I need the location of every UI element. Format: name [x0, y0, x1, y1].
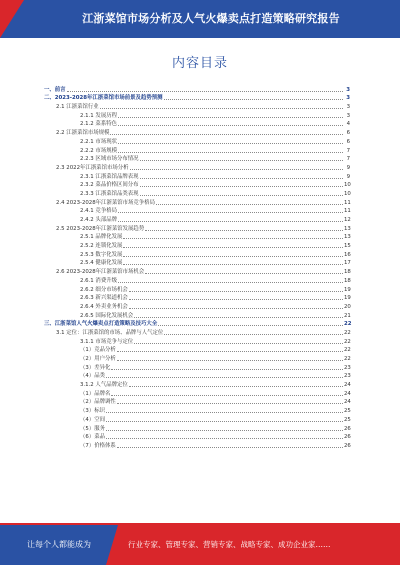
toc-entry-page: 7 — [346, 147, 350, 154]
toc-entry-page: 24 — [344, 382, 351, 389]
toc-entry-page: 22 — [344, 321, 352, 328]
toc-leader-dots — [129, 291, 343, 292]
toc-leader-dots — [145, 273, 343, 274]
toc-entry-label: 2.6.4 外卖业务机会 — [80, 303, 128, 310]
toc-entry-page: 10 — [344, 190, 351, 197]
toc-entry-page: 16 — [344, 251, 351, 258]
toc-entry-label: 一、前言 — [44, 86, 66, 93]
toc-leader-dots — [129, 299, 343, 300]
toc-entry[interactable] — [44, 223, 350, 232]
toc-entry-label: 三、江浙菜馆人气火爆卖点打造策略及技巧大全 — [44, 321, 158, 328]
toc-entry[interactable] — [44, 275, 350, 284]
toc-entry[interactable] — [44, 145, 350, 154]
toc-entry-page: 3 — [346, 86, 350, 93]
toc-entry[interactable] — [44, 336, 350, 345]
toc-leader-dots — [123, 264, 343, 265]
toc-entry[interactable] — [44, 197, 350, 206]
toc-entry-label: 2.1 江浙菜馆行业 — [56, 104, 99, 111]
toc-leader-dots — [140, 160, 343, 161]
toc-entry-page: 25 — [344, 408, 351, 415]
toc-leader-dots — [117, 351, 343, 352]
toc-entry[interactable] — [44, 188, 350, 197]
toc-leader-dots — [100, 108, 343, 109]
toc-entry-label: 2.6.5 国际化发展机会 — [80, 312, 134, 319]
toc-entry[interactable] — [44, 362, 350, 371]
toc-entry-page: 22 — [344, 329, 351, 336]
toc-entry-label: 3.1 定位：江浙菜馆的市场、品牌与人气定位 — [56, 329, 164, 336]
toc-leader-dots — [140, 186, 343, 187]
toc-entry-page: 3 — [346, 95, 350, 102]
toc-leader-dots — [106, 438, 343, 439]
toc-entry-label: （3）标识 — [80, 408, 105, 415]
toc-entry-page: 12 — [344, 217, 351, 223]
toc-entry-label: 2.3 2022年江浙菜馆市场分析 — [56, 164, 129, 171]
toc-heading: 内容目录 — [171, 56, 228, 71]
toc-entry[interactable] — [44, 110, 350, 119]
toc-leader-dots — [134, 317, 343, 318]
toc-entry-page: 6 — [346, 138, 350, 145]
toc-entry[interactable] — [44, 301, 350, 310]
toc-leader-dots — [164, 99, 344, 100]
footer-slogan-right: 行业专家、管理专家、营销专家、战略专家、成功企业家…… — [128, 540, 331, 549]
toc-leader-dots — [118, 282, 343, 283]
toc-entry-page: 13 — [344, 225, 351, 232]
footer-slogan-left: 让每个人都能成为 — [27, 540, 91, 549]
toc-leader-dots — [123, 247, 343, 248]
toc-entry-page: 25 — [344, 416, 351, 423]
toc-entry-label: 2.6 2023-2028年江浙菜馆市场机会 — [56, 269, 145, 276]
toc-entry[interactable] — [44, 258, 350, 267]
toc-entry[interactable] — [44, 232, 350, 241]
toc-entry-label: 2.5.1 品牌化发展 — [80, 234, 123, 241]
toc-leader-dots — [118, 212, 343, 213]
toc-entry-label: 2.4.2 头部品牌 — [80, 217, 117, 223]
toc-leader-dots — [164, 334, 343, 335]
toc-entry-page: 3 — [346, 112, 350, 119]
toc-entry[interactable] — [44, 405, 350, 414]
toc-entry[interactable] — [44, 84, 350, 93]
toc-entry[interactable] — [44, 319, 350, 328]
toc-entry[interactable] — [44, 171, 350, 180]
toc-entry[interactable] — [44, 440, 350, 449]
header-accent-triangle — [0, 0, 24, 38]
toc-entry-page: 4 — [346, 121, 350, 128]
toc-entry[interactable] — [44, 249, 350, 258]
toc-leader-dots — [118, 221, 343, 222]
toc-entry[interactable] — [44, 414, 350, 423]
toc-leader-dots — [130, 169, 343, 170]
toc-entry[interactable] — [44, 284, 350, 293]
toc-entry-label: （2）用户分析 — [80, 356, 116, 362]
toc-leader-dots — [118, 125, 343, 126]
toc-entry[interactable] — [44, 379, 350, 388]
toc-entry-label: 2.3.1 江浙菜馆品牌表现 — [80, 173, 139, 180]
toc-entry-page: 10 — [344, 182, 351, 189]
toc-entry-page: 24 — [344, 399, 351, 406]
toc-entry-label: 2.6.2 细分市场机会 — [80, 286, 128, 293]
toc-entry-label: 2.6.1 消费升级 — [80, 277, 117, 284]
toc-entry[interactable] — [44, 266, 350, 275]
toc-entry-page: 26 — [344, 425, 351, 432]
toc-leader-dots — [106, 377, 343, 378]
toc-entry-label: （4）品类 — [80, 373, 105, 380]
toc-entry-page: 26 — [344, 442, 351, 449]
toc-entry-label: 2.5.4 健康化发展 — [80, 260, 123, 267]
toc-leader-dots — [123, 238, 343, 239]
toc-leader-dots — [106, 421, 343, 422]
toc-entry-label: 2.6.3 新兴渠道机会 — [80, 295, 128, 302]
toc-entry[interactable] — [44, 371, 350, 380]
toc-entry[interactable] — [44, 101, 350, 110]
toc-entry-page: 15 — [344, 243, 351, 250]
toc-leader-dots — [145, 230, 343, 231]
toc-entry-label: （1）竞品分析 — [80, 347, 116, 354]
toc-entry-page: 22 — [344, 338, 351, 345]
toc-entry-label: 2.1.1 发展历程 — [80, 112, 117, 119]
toc-leader-dots — [117, 403, 343, 404]
toc-entry-label: 3.1.2 人气品牌定位 — [80, 382, 128, 389]
toc-entry[interactable] — [44, 345, 350, 354]
toc-leader-dots — [118, 143, 343, 144]
toc-leader-dots — [117, 447, 343, 448]
toc-entry[interactable] — [44, 310, 350, 319]
toc-entry-page: 9 — [346, 173, 350, 180]
toc-entry[interactable] — [44, 293, 350, 302]
toc-leader-dots — [110, 134, 343, 135]
toc-entry[interactable] — [44, 180, 350, 189]
toc-entry-page: 3 — [346, 104, 350, 111]
toc-entry-label: （3）差异化 — [80, 364, 111, 371]
toc-leader-dots — [158, 325, 343, 326]
toc-leader-dots — [118, 117, 343, 118]
toc-entry-label: 2.4 2023-2028年江浙菜馆市场竞争格局 — [56, 199, 155, 206]
toc-entry-page: 19 — [344, 295, 351, 302]
toc-leader-dots — [106, 412, 343, 413]
toc-leader-dots — [118, 152, 343, 153]
footer-slogan-panel — [118, 525, 400, 565]
toc-entry[interactable] — [44, 127, 350, 136]
toc-entry[interactable] — [44, 388, 350, 397]
toc-entry-label: 2.2.1 市场现状 — [80, 138, 117, 145]
toc-entry[interactable] — [44, 136, 350, 145]
toc-entry-page: 6 — [346, 130, 350, 137]
toc-leader-dots — [106, 430, 343, 431]
toc-leader-dots — [156, 204, 343, 205]
toc-leader-dots — [134, 343, 343, 344]
toc-entry[interactable] — [44, 432, 350, 441]
toc-entry-label: （2）品牌调性 — [80, 399, 116, 406]
toc-entry[interactable] — [44, 162, 350, 171]
toc-entry-page: 18 — [344, 277, 351, 284]
toc-entry-page: 22 — [344, 356, 351, 362]
toc-entry[interactable] — [44, 327, 350, 336]
toc-leader-dots — [111, 395, 343, 396]
toc-entry-page: 23 — [344, 373, 351, 380]
toc-entry-page: 19 — [344, 286, 351, 293]
toc-leader-dots — [111, 369, 343, 370]
toc-entry-page: 24 — [344, 390, 351, 397]
toc-entry[interactable] — [44, 93, 350, 102]
toc-entry[interactable] — [44, 240, 350, 249]
toc-entry-label: 2.2 江浙菜馆市场规模 — [56, 130, 110, 137]
toc-entry-label: 2.2.3 区域市场分布情况 — [80, 156, 139, 163]
toc-entry-page: 23 — [344, 364, 351, 371]
toc-entry-page: 13 — [344, 234, 351, 241]
toc-entry[interactable] — [44, 214, 350, 223]
toc-entry-page: 21 — [344, 312, 351, 319]
toc-entry-label: 2.2.2 市场规模 — [80, 147, 117, 154]
toc-entry[interactable] — [44, 397, 350, 406]
toc-entry-label: 二、2023-2028年江浙菜馆市场前景及趋势预测 — [44, 95, 163, 102]
toc-entry-page: 17 — [344, 260, 351, 267]
toc-leader-dots — [67, 91, 343, 92]
toc-entry-page: 7 — [346, 156, 350, 163]
toc-entry-label: 2.3.2 菜品价格区间分布 — [80, 182, 139, 189]
toc-entry-page: 18 — [344, 269, 351, 276]
toc-leader-dots — [140, 195, 343, 196]
toc-entry[interactable] — [44, 206, 350, 215]
toc-entry-page: 9 — [346, 164, 350, 171]
report-title: 江浙菜馆市场分析及人气火爆卖点打造策略研究报告 — [82, 12, 340, 25]
report-header — [0, 0, 400, 38]
toc-leader-dots — [123, 256, 343, 257]
toc-entry-label: （6）菜品 — [80, 434, 105, 441]
toc-entry-label: 2.5.2 连锁化发展 — [80, 243, 123, 250]
toc-entry[interactable] — [44, 423, 350, 432]
toc-entry[interactable] — [44, 154, 350, 163]
toc-entry-label: （4）空间 — [80, 416, 105, 423]
toc-entry-label: 3.1.1 市场竞争与定位 — [80, 338, 134, 345]
toc-entry-page: 26 — [344, 434, 351, 441]
toc-entry-label: 2.5.3 数字化发展 — [80, 251, 123, 258]
toc-entry-label: （1）品牌名 — [80, 390, 111, 397]
toc-entry-label: 2.4.1 竞争格局 — [80, 208, 117, 215]
toc-entry-label: 2.1.2 菜系特色 — [80, 121, 117, 128]
toc-leader-dots — [117, 360, 343, 361]
table-of-contents — [44, 84, 350, 449]
toc-entry-label: （7）价格体系 — [80, 442, 116, 449]
toc-leader-dots — [129, 308, 343, 309]
toc-entry-page: 22 — [344, 347, 351, 354]
toc-entry-page: 11 — [344, 199, 351, 206]
report-footer — [0, 525, 400, 565]
toc-entry-label: 2.3.3 江浙菜馆品类表现 — [80, 190, 139, 197]
toc-entry-label: （5）服务 — [80, 425, 105, 432]
toc-leader-dots — [140, 178, 343, 179]
toc-entry-page: 20 — [344, 303, 351, 310]
toc-entry[interactable] — [44, 119, 350, 128]
toc-entry-page: 11 — [344, 208, 351, 215]
toc-entry-label: 2.5 2023-2028年江浙菜馆发展趋势 — [56, 225, 145, 232]
toc-entry[interactable] — [44, 353, 350, 362]
toc-leader-dots — [129, 386, 343, 387]
